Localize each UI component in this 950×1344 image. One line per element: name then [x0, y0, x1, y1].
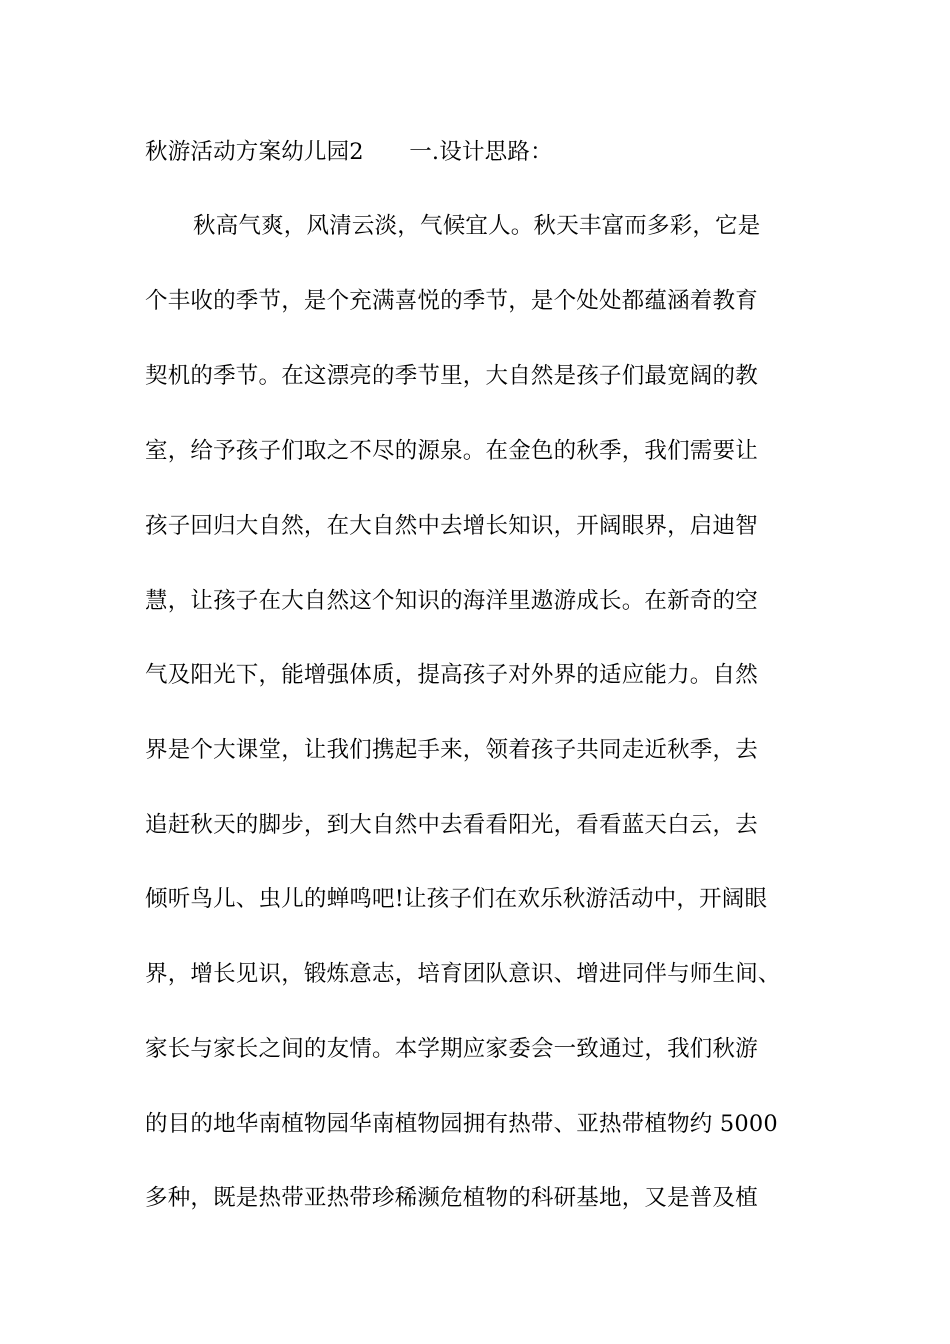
paragraph-line: 气及阳光下，能增强体质，提高孩子对外界的适应能力。自然 [145, 662, 758, 688]
paragraph-line: 孩子回归大自然，在大自然中去增长知识，开阔眼界，启迪智 [145, 513, 758, 539]
paragraph-line: 慧，让孩子在大自然这个知识的海洋里遨游成长。在新奇的空 [145, 588, 758, 614]
paragraph-line: 界，增长见识，锻炼意志，培育团队意识、增进同伴与师生间、 [145, 961, 781, 987]
paragraph-line: 秋高气爽，风清云淡，气候宜人。秋天丰富而多彩，它是 [193, 213, 761, 239]
paragraph-line: 室，给予孩子们取之不尽的源泉。在金色的秋季，我们需要让 [145, 438, 758, 464]
paragraph-line: 多种，既是热带亚热带珍稀濒危植物的科研基地，又是普及植 [145, 1185, 758, 1211]
paragraph-line: 个丰收的季节，是个充满喜悦的季节，是个处处都蕴涵着教育 [145, 288, 758, 314]
paragraph-line: 的目的地华南植物园华南植物园拥有热带、亚热带植物约 5000 [145, 1111, 778, 1137]
paragraph-line: 家长与家长之间的友情。本学期应家委会一致通过，我们秋游 [145, 1036, 758, 1062]
paragraph-line: 契机的季节。在这漂亮的季节里，大自然是孩子们最宽阔的教 [145, 363, 758, 389]
document-title-line: 秋游活动方案幼儿园2 一.设计思路： [145, 139, 553, 165]
paragraph-line: 界是个大课堂，让我们携起手来，领着孩子共同走近秋季，去 [145, 737, 758, 763]
paragraph-line: 追赶秋天的脚步，到大自然中去看看阳光，看看蓝天白云，去 [145, 812, 758, 838]
paragraph-line: 倾听鸟儿、虫儿的蝉鸣吧!让孩子们在欢乐秋游活动中，开阔眼 [145, 886, 768, 912]
